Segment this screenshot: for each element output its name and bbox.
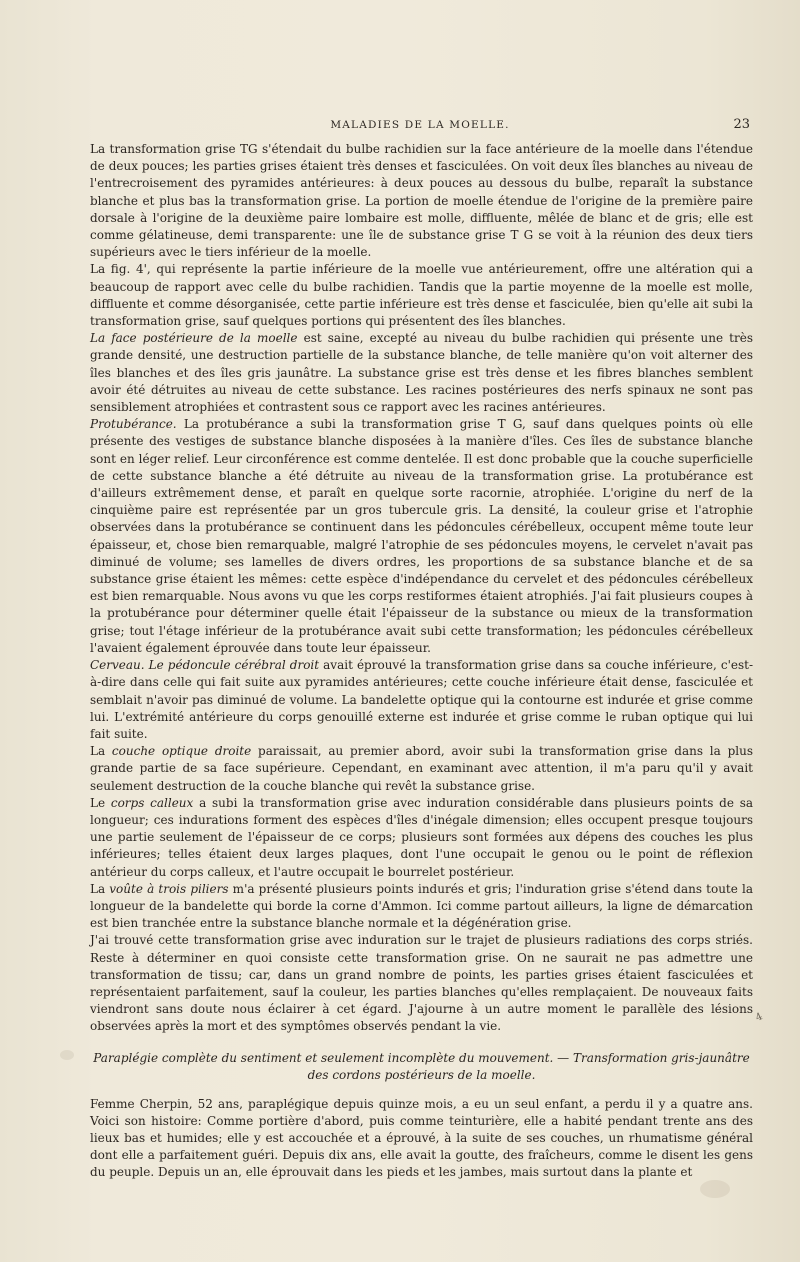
page-number: 23 [733,117,750,132]
section-title [90,1050,753,1084]
paper-stain [60,1050,74,1060]
paragraph-lead: Protubérance. [90,417,177,432]
paragraph-lead-plain: Le [90,795,111,810]
paragraph-lead-plain: La [90,881,110,896]
paragraph-lead-plain: La [90,744,112,759]
paragraph-text: est saine, excepté au niveau du bulbe rachidien qui présente une très grande densité, une destruction partielle de la substance blanche, de telle manière qu'on voit alterner des îles blanches et des îles gris jaunâtre. La substance grise est très dense et les fibres blanches semblent avoir été détruites au niveau de cette substance. Les racines postérieures des nerfs spinaux ne sont pas sensiblement atrophiées et contrastent sous ce rapport avec les racines antérieures. [90,331,754,415]
paragraph-text: m'a présenté plusieurs points indurés et gris; l'induration grise s'étend dans toute la longueur de la bandelette qui borde la corne d'Ammon. Ici comme partout ailleurs, la ligne de démarcation est bien tranchée entre la substance blanche normale et la dégénération grise. [90,881,753,931]
paragraph-lead: corps calleux [110,795,194,810]
section-title-line: des cordons postérieurs de la moelle. [307,1067,536,1082]
paragraph-lead: La face postérieure de la moelle [90,331,298,346]
paragraph [90,416,753,657]
paragraph-text: avait éprouvé la transformation grise dans sa couche inférieure, c'est-à-dire dans celle qui fait suite aux pyramides antérieures; cette couche inférieure était dense, fasciculée et semblait n'avoir pas diminué de volume. La bandelette optique qui la contourne est indurée et grise comme lui. L'extrémité antérieure du corps genouillé externe est indurée et grise comme le ruban optique qui lui fait suite. [90,658,754,741]
paragraph-lead: couche optique droite [111,744,252,759]
paragraph-text: Femme Cherpin, 52 ans, paraplégique depuis quinze mois, a eu un seul enfant, a perdu il y a quatre ans. Voici son histoire: Comme portière d'abord, puis comme teinturière, elle a habité pendant trente ans des lieux bas et humides; elle y est accouchée et a éprouvé, à la suite de ses couches, un rhumatisme général dont elle a parfaitement guéri. Depuis dix ans, elle avait la goutte, des fraîcheurs, comme le disent les gens du peuple. Depuis un an, elle éprouvait dans les pieds et les jambes, mais surtout dans la plante et [90,1096,753,1180]
section-title-line: Paraplégie complète du sentiment et seulement incomplète du mouvement. — Transformation gris-jaunâtre [93,1050,750,1065]
paragraph [90,261,753,330]
paragraph [90,330,753,416]
paper-stain [700,1180,730,1198]
running-title: MALADIES DE LA MOELLE. [330,119,510,131]
body-text [90,141,753,1182]
paragraph-text: a subi la transformation grise avec induration considérable dans plusieurs points de sa longueur; ces indurations forment des espèces d'îles d'inégale dimension; elles occupent presque toujours une partie seulement de l'épaisseur de ce corps; plusieurs sont formées aux dépens des couches les plus inférieures; telles étaient deux larges plaques, dont l'une occupait le genou ou le point de réflexion antérieur du corps calleux, et l'autre occupait le bourrelet postérieur. [90,795,754,879]
paragraph-text: J'ai trouvé cette transformation grise avec induration sur le trajet de plusieurs radiations des corps striés. Reste à déterminer en quoi consiste cette transformation grise. On ne saurait ne pas admettre une transformation de tissu; car, dans un grand nombre de points, les parties grises étaient fasciculées et représentaient parfaitement, sauf la couleur, les parties blanches qu'elles remplaçaient. De nouveaux faits viendront sans doute nous éclairer à cet égard. J'ajourne à un autre moment le parallèle des lésions observées après la mort et des symptômes observés pendant la vie. [90,933,753,1034]
paragraph-text: La transformation grise TG s'étendait du bulbe rachidien sur la face antérieure de la moelle dans l'étendue de deux pouces; les parties grises étaient très denses et fasciculées. On voit deux îles blanches au niveau de l'entrecroisement des pyramides antérieures: à deux pouces au dessous du bulbe, reparaît la substance blanche et plus bas la transformation grise. La portion de moelle étendue de l'origine de la première paire dorsale à l'origine de la deuxième paire lombaire est molle, diffluente, mêlée de blanc et de gris; elle est comme gélatineuse, demi transparente: une île de substance grise T G se voit à la réunion des deux tiers supérieurs avec le tiers inférieur de la moelle. [90,142,753,260]
paragraph [90,743,753,795]
paragraph [90,141,753,261]
margin-mark: 4 [753,1011,765,1024]
paragraph [90,1096,753,1182]
page-header [90,117,750,137]
paragraph-lead: voûte à trois piliers [109,881,229,896]
paragraph-text: La fig. 4', qui représente la partie inférieure de la moelle vue antérieurement, offre une altération qui a beaucoup de rapport avec celle du bulbe rachidien. Tandis que la partie moyenne de la moelle est molle, diffluente et comme désorganisée, cette partie inférieure est très dense et fasciculée, bien qu'elle ait subi la transformation grise, sauf quelques portions qui présentent des îles blanches. [90,262,753,329]
paragraph [90,932,753,1035]
paragraph [90,881,753,933]
paragraph [90,795,753,881]
paragraph-lead: Cerveau. Le pédoncule cérébral droit [90,658,320,673]
paragraph-text: paraissait, au premier abord, avoir subi la transformation grise dans la plus grande partie de sa face supérieure. Cependant, en examinant avec attention, il m'a paru qu'il y avait seulement destruction de la couche blanche qui revêt la substance grise. [90,744,753,793]
paragraph [90,657,753,743]
paragraph-text: La protubérance a subi la transformation grise T G, sauf dans quelques points où elle présente des vestiges de substance blanche disposées à la manière d'îles. Ces îles de substance blanche sont en léger relief. Leur circonférence est comme dentelée. Il est donc probable que la couche superficielle de cette substance blanche a été détruite au niveau de la transformation grise. La protubérance est d'ailleurs extrêmement dense, et paraît en quelque sorte racornie, atrophiée. L'origine du nerf de la cinquième paire est représentée par un gros tubercule gris. La densité, la couleur grise et l'atrophie observées dans la protubérance se continuent dans les pédoncules cérébelleux, occupent même toute leur épaisseur, et, chose bien remarquable, malgré l'atrophie de ses pédoncules moyens, le cervelet n'avait pas diminué de volume; ses lamelles de divers ordres, les proportions de sa substance blanche et de sa substance grise étaient les mêmes: cette espèce d'indépendance du cervelet et des pédoncules cérébelleux est bien remarquable. Nous avons vu que les corps restiformes étaient atrophiés. J'ai fait plusieurs coupes à la protubérance pour déterminer quelle était l'épaisseur de la substance ou mieux de la transformation grise; tout l'étage inférieur de la protubérance avait subi cette transformation; les pédoncules cérébelleux l'avaient également éprouvée dans toute leur épaisseur. [90,417,753,655]
